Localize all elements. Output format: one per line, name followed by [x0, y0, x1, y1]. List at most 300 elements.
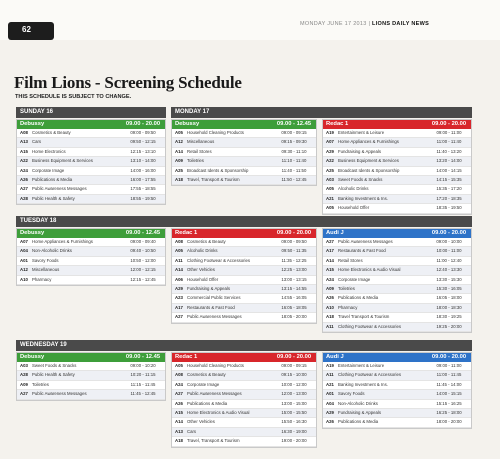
row-code: A08 — [175, 239, 183, 244]
row-time: 16:00 - 17:55 — [130, 176, 156, 182]
table-row — [323, 381, 471, 390]
venue-name: Audi J — [326, 230, 344, 236]
row-code: A11 — [326, 372, 334, 378]
row-time: 09:00 - 11:00 — [436, 130, 462, 135]
row-code: A08 — [175, 372, 183, 378]
row-cat: Household Cleaning Products — [187, 130, 244, 135]
row-time: 09:15 - 10:00 — [281, 372, 307, 378]
table-row — [323, 409, 471, 418]
venue-table-debussy — [171, 119, 317, 186]
row-cat: Sweet Foods & Snacks — [32, 363, 77, 368]
table-row — [323, 390, 471, 399]
row-cat: Corporate Image — [32, 167, 65, 173]
row-cat: Business Equipment & Services — [32, 158, 93, 164]
row-cat: Publications & Media — [32, 176, 73, 182]
page-subtitle: THIS SCHEDULE IS SUBJECT TO CHANGE. — [15, 94, 132, 100]
table-row — [172, 157, 316, 166]
venue-name: Debussy — [20, 354, 45, 360]
row-time: 11:35 - 12:25 — [281, 257, 307, 263]
row-time: 09:50 - 12:15 — [130, 139, 156, 145]
row-cat: Corporate Image — [338, 276, 371, 282]
row-code: A14 — [326, 257, 334, 263]
row-code: A25 — [175, 167, 183, 173]
table-row — [323, 266, 471, 275]
row-cat: Home Electronics — [32, 148, 66, 154]
table-row — [172, 294, 316, 303]
table-row — [323, 323, 471, 332]
row-time: 11:00 - 11:40 — [436, 139, 462, 145]
row-code: A23 — [175, 295, 183, 301]
row-code: A18 — [175, 438, 183, 444]
row-cat: Household Offer — [338, 205, 370, 211]
venue-table-debussy — [16, 119, 166, 205]
row-code: A15 — [20, 148, 28, 154]
header-brand: LIONS DAILY NEWS — [372, 21, 430, 27]
row-code: A05 — [326, 186, 334, 192]
table-row — [172, 257, 316, 266]
table-row — [323, 204, 471, 213]
table-row — [323, 176, 471, 185]
row-cat: Public Awareness Messages — [187, 391, 242, 397]
venue-hours: 09.00 - 20.00 — [276, 354, 312, 360]
row-cat: Savory Foods — [32, 257, 59, 263]
row-code: A27 — [175, 314, 183, 320]
row-cat: Broadcast Idents & Sponsorship — [338, 167, 400, 173]
row-code: A09 — [326, 285, 334, 291]
day-header: WEDNESDAY 19 — [16, 340, 472, 351]
row-time: 10:00 - 11:00 — [436, 248, 462, 254]
row-cat: Cosmetics & Beauty — [187, 372, 226, 378]
row-cat: Public Awareness Messages — [338, 239, 393, 244]
table-row — [17, 195, 165, 204]
row-time: 09:00 - 10:00 — [436, 239, 462, 244]
table-row — [323, 195, 471, 204]
row-cat: Publications & Media — [187, 400, 228, 406]
venue-table-audi-j — [322, 352, 472, 429]
table-row — [172, 285, 316, 294]
row-time: 15:50 - 16:30 — [281, 419, 307, 425]
row-code: A17 — [175, 304, 183, 310]
table-row — [17, 167, 165, 176]
table-row — [17, 362, 165, 371]
row-time: 11:50 - 12:45 — [281, 176, 307, 182]
row-code: A21 — [326, 381, 334, 387]
venue-hours: 09.00 - 12.45 — [125, 230, 161, 236]
row-code: A26 — [326, 419, 334, 425]
row-time: 09:00 - 10:20 — [130, 363, 156, 368]
table-row — [17, 390, 165, 399]
row-time: 16:05 - 18:05 — [281, 304, 307, 310]
row-time: 18:35 - 19:50 — [436, 205, 462, 211]
row-code: A22 — [326, 158, 334, 164]
row-cat: Travel, Transport & Tourism — [187, 176, 240, 182]
row-time: 17:55 - 18:55 — [130, 186, 156, 192]
row-code: A14 — [175, 419, 183, 425]
venue-header — [17, 120, 165, 129]
row-time: 11:00 - 12:40 — [436, 257, 462, 263]
row-time: 09:50 - 11:35 — [281, 248, 307, 254]
table-row — [172, 381, 316, 390]
row-time: 09:00 - 11:00 — [436, 363, 462, 368]
venue-header — [323, 229, 471, 238]
table-row — [172, 176, 316, 185]
row-code: A24 — [326, 276, 334, 282]
table-row — [172, 266, 316, 275]
row-time: 11:15 - 11:45 — [130, 381, 156, 387]
row-code: A10 — [326, 304, 334, 310]
row-code: A15 — [175, 409, 183, 415]
row-cat: Retail Stores — [338, 257, 363, 263]
venue-header — [323, 353, 471, 362]
row-time: 19:00 - 20:00 — [281, 438, 307, 444]
row-code: A26 — [175, 400, 183, 406]
day-header: MONDAY 17 — [171, 107, 472, 118]
row-code: A27 — [326, 239, 334, 244]
venue-hours: 09.00 - 20.00 — [431, 230, 467, 236]
row-cat: Clothing Footwear & Accessories — [187, 257, 251, 263]
table-row — [17, 257, 165, 266]
page-title: Film Lions - Screening Schedule — [14, 73, 242, 92]
row-time: 12:00 - 13:00 — [281, 391, 307, 397]
table-row — [17, 247, 165, 256]
table-row — [323, 129, 471, 138]
row-code: A07 — [326, 139, 334, 145]
table-row — [172, 371, 316, 380]
row-cat: Fundraising & Appeals — [187, 285, 230, 291]
row-code: A29 — [326, 409, 334, 415]
table-row — [17, 238, 165, 247]
row-time: 09:00 - 09:50 — [130, 130, 156, 135]
row-time: 18:00 - 18:30 — [436, 304, 462, 310]
row-time: 19:25 - 20:00 — [436, 323, 462, 329]
row-code: A07 — [20, 239, 28, 244]
row-code: A29 — [326, 148, 334, 154]
row-cat: Travel Transport & Tourism — [338, 314, 390, 320]
row-code: A13 — [175, 428, 183, 434]
venue-header — [323, 120, 471, 129]
venue-table-debussy — [16, 352, 166, 401]
row-time: 17:20 - 18:35 — [436, 195, 462, 201]
row-time: 15:15 - 16:25 — [436, 400, 462, 406]
table-row — [172, 276, 316, 285]
table-row — [323, 167, 471, 176]
row-time: 13:00 - 15:00 — [281, 400, 307, 406]
row-code: A15 — [326, 267, 334, 273]
row-time: 18:00 - 20:00 — [436, 419, 462, 425]
table-row — [172, 129, 316, 138]
row-cat: Toiletries — [338, 285, 355, 291]
row-cat: Fundraising & Appeals — [338, 409, 381, 415]
venue-table-redac-1 — [171, 352, 317, 448]
row-cat: Other Vehicles — [187, 419, 215, 425]
row-cat: Publications & Media — [338, 419, 379, 425]
row-time: 11:40 - 11:50 — [281, 167, 307, 173]
row-time: 11:10 - 11:40 — [281, 158, 307, 164]
table-row — [17, 157, 165, 166]
row-cat: Cosmetics & Beauty — [187, 239, 226, 244]
table-row — [323, 185, 471, 194]
row-time: 09:00 - 09:40 — [130, 239, 156, 244]
table-row — [323, 371, 471, 380]
row-code: A27 — [175, 391, 183, 397]
row-code: A27 — [20, 391, 28, 397]
row-code: A09 — [175, 158, 183, 164]
row-cat: Alcoholic Drinks — [338, 186, 369, 192]
row-code: A03 — [20, 363, 28, 368]
venue-name: Debussy — [20, 121, 45, 127]
row-code: A11 — [175, 257, 183, 263]
row-time: 15:35 - 17:20 — [436, 186, 462, 192]
row-time: 12:25 - 13:00 — [281, 267, 307, 273]
row-time: 10:00 - 12:00 — [281, 381, 307, 387]
table-row — [172, 304, 316, 313]
venue-table-redac-1 — [171, 228, 317, 324]
row-cat: Toiletries — [32, 381, 49, 387]
table-row — [172, 247, 316, 256]
table-row — [172, 409, 316, 418]
row-cat: Broadcast Idents & Sponsorship — [187, 167, 249, 173]
row-code: A18 — [175, 176, 183, 182]
row-cat: Entertainment & Leisure — [338, 130, 385, 135]
row-time: 16:05 - 18:00 — [436, 295, 462, 301]
row-cat: Toiletries — [187, 158, 204, 164]
venue-name: Debussy — [175, 121, 200, 127]
row-code: A04 — [326, 400, 334, 406]
row-cat: Cars — [187, 428, 197, 434]
table-row — [17, 371, 165, 380]
row-cat: Household Cleaning Products — [187, 363, 244, 368]
row-time: 12:00 - 12:15 — [130, 267, 156, 273]
row-cat: Public Awareness Messages — [187, 314, 242, 320]
row-cat: Corporate Image — [187, 381, 220, 387]
day-header: SUNDAY 16 — [16, 107, 166, 118]
table-row — [17, 138, 165, 147]
row-cat: Retail Stores — [187, 148, 212, 154]
table-row — [17, 381, 165, 390]
row-code: A01 — [20, 257, 28, 263]
table-row — [323, 238, 471, 247]
row-cat: Non-Alcoholic Drinks — [338, 400, 378, 406]
row-time: 15:00 - 15:50 — [281, 409, 307, 415]
venue-name: Redac 1 — [175, 230, 198, 236]
table-row — [172, 138, 316, 147]
row-cat: Alcoholic Drinks — [187, 248, 218, 254]
table-row — [172, 428, 316, 437]
row-time: 16:25 - 18:00 — [436, 409, 462, 415]
row-code: A25 — [326, 167, 334, 173]
row-cat: Other Vehicles — [187, 267, 215, 273]
row-time: 11:40 - 13:20 — [436, 148, 462, 154]
row-time: 12:15 - 13:10 — [130, 148, 156, 154]
table-row — [172, 148, 316, 157]
page-number-badge — [8, 22, 54, 40]
header-info: MONDAY JUNE 17 2013 | LIONS DAILY NEWS — [300, 21, 430, 27]
table-row — [172, 437, 316, 446]
row-cat: Home Appliances & Furnishings — [32, 239, 93, 244]
row-cat: Cars — [32, 139, 42, 145]
row-time: 09:00 - 09:50 — [281, 239, 307, 244]
row-cat: Clothing Footwear & Accessories — [338, 323, 402, 329]
row-cat: Clothing Footwear & Accessories — [338, 372, 402, 378]
row-code: A22 — [20, 158, 28, 164]
venue-header — [172, 353, 316, 362]
row-cat: Pharmacy — [32, 276, 52, 282]
row-cat: Publications & Media — [338, 295, 379, 301]
row-time: 14:15 - 15:35 — [436, 176, 462, 182]
table-row — [323, 418, 471, 427]
row-cat: Travel, Transport & Tourism — [187, 438, 240, 444]
venue-header — [172, 120, 316, 129]
row-cat: Public Health & Safety — [32, 372, 75, 378]
row-code: A28 — [20, 372, 28, 378]
venue-hours: 09.00 - 20.00 — [276, 230, 312, 236]
row-cat: Savory Foods — [338, 391, 365, 397]
row-cat: Miscellaneous — [187, 139, 215, 145]
row-code: A05 — [175, 248, 183, 254]
row-cat: Miscellaneous — [32, 267, 60, 273]
row-code: A26 — [20, 176, 28, 182]
row-code: A08 — [20, 130, 28, 135]
row-time: 14:00 - 14:15 — [436, 167, 462, 173]
row-code: A09 — [20, 381, 28, 387]
table-row — [172, 238, 316, 247]
row-code: A24 — [20, 167, 28, 173]
row-code: A11 — [326, 323, 334, 329]
venue-name: Redac 1 — [326, 121, 349, 127]
venue-table-audi-j — [322, 228, 472, 333]
day-header: TUESDAY 18 — [16, 216, 472, 227]
row-time: 10:20 - 11:15 — [130, 372, 156, 378]
table-row — [323, 247, 471, 256]
row-code: A26 — [326, 295, 334, 301]
row-cat: Public Awareness Messages — [32, 186, 87, 192]
row-cat: Home Electronics & Audio Visual — [338, 267, 401, 273]
row-cat: Sweet Foods & Snacks — [338, 176, 383, 182]
row-cat: Public Health & Safety — [32, 195, 75, 201]
header-date: MONDAY JUNE 17 2013 — [300, 21, 367, 27]
table-row — [172, 400, 316, 409]
venue-name: Audi J — [326, 354, 344, 360]
row-time: 09:40 - 10:50 — [130, 248, 156, 254]
row-cat: Banking Investment & Ins. — [338, 195, 388, 201]
row-code: A12 — [20, 267, 28, 273]
row-time: 12:40 - 13:30 — [436, 267, 462, 273]
row-time: 13:10 - 14:00 — [130, 158, 156, 164]
row-time: 10:50 - 12:00 — [130, 257, 156, 263]
row-cat: Home Appliances & Furnishings — [338, 139, 399, 145]
row-code: A24 — [175, 381, 183, 387]
table-row — [323, 304, 471, 313]
table-row — [323, 276, 471, 285]
venue-hours: 09.00 - 20.00 — [125, 121, 161, 127]
table-row — [172, 390, 316, 399]
venue-name: Debussy — [20, 230, 45, 236]
row-code: A29 — [175, 285, 183, 291]
row-time: 11:45 - 12:45 — [130, 391, 156, 397]
row-code: A05 — [175, 363, 183, 368]
table-row — [323, 362, 471, 371]
row-time: 12:15 - 12:45 — [130, 276, 156, 282]
row-time: 13:30 - 15:30 — [436, 276, 462, 282]
row-time: 16:30 - 19:00 — [281, 428, 307, 434]
venue-header — [17, 353, 165, 362]
table-row — [17, 129, 165, 138]
row-cat: Business Equipment & Services — [338, 158, 399, 164]
table-row — [323, 138, 471, 147]
row-time: 11:00 - 11:45 — [436, 372, 462, 378]
table-row — [323, 313, 471, 322]
row-cat: Non-Alcoholic Drinks — [32, 248, 72, 254]
row-code: A19 — [326, 130, 334, 135]
table-row — [323, 285, 471, 294]
page-number: 62 — [22, 25, 31, 34]
row-cat: Restaurants & Fast Food — [187, 304, 235, 310]
row-code: A28 — [20, 195, 28, 201]
table-row — [17, 176, 165, 185]
row-time: 09:00 - 09:15 — [281, 363, 307, 368]
row-time: 14:00 - 15:15 — [436, 391, 462, 397]
row-time: 09:00 - 09:15 — [281, 130, 307, 135]
row-time: 18:55 - 19:50 — [130, 195, 156, 201]
venue-hours: 09.00 - 20.00 — [431, 121, 467, 127]
row-time: 15:30 - 16:05 — [436, 285, 462, 291]
row-code: A10 — [20, 276, 28, 282]
row-cat: Restaurants & Fast Food — [338, 248, 386, 254]
row-cat: Banking Investment & Ins. — [338, 381, 388, 387]
table-row — [172, 362, 316, 371]
row-code: A03 — [326, 176, 334, 182]
venue-hours: 09.00 - 12.45 — [276, 121, 312, 127]
row-code: A14 — [175, 267, 183, 273]
row-cat: Public Awareness Messages — [32, 391, 87, 397]
row-time: 13:15 - 14:55 — [281, 285, 307, 291]
row-code: A05 — [326, 205, 334, 211]
table-row — [323, 294, 471, 303]
table-row — [172, 167, 316, 176]
row-code: A27 — [20, 186, 28, 192]
row-time: 13:20 - 14:00 — [436, 158, 462, 164]
row-time: 14:55 - 16:05 — [281, 295, 307, 301]
row-code: A17 — [326, 248, 334, 254]
row-cat: Fundraising & Appeals — [338, 148, 381, 154]
table-row — [17, 148, 165, 157]
venue-table-debussy — [16, 228, 166, 286]
table-row — [17, 266, 165, 275]
row-code: A06 — [175, 276, 183, 282]
row-code: A19 — [326, 363, 334, 368]
row-cat: Commercial Public Services — [187, 295, 241, 301]
table-row — [323, 148, 471, 157]
table-row — [323, 157, 471, 166]
row-time: 14:00 - 16:00 — [130, 167, 156, 173]
row-code: A21 — [326, 195, 334, 201]
table-row — [323, 257, 471, 266]
row-code: A05 — [175, 130, 183, 135]
row-time: 18:30 - 19:25 — [436, 314, 462, 320]
venue-header — [17, 229, 165, 238]
table-row — [172, 418, 316, 427]
table-row — [172, 313, 316, 322]
top-band — [0, 0, 500, 40]
row-cat: Home Electronics & Audio Visual — [187, 409, 250, 415]
row-time: 09:30 - 11:10 — [281, 148, 307, 154]
row-cat: Household Offer — [187, 276, 219, 282]
row-time: 13:00 - 13:15 — [281, 276, 307, 282]
venue-table-redac-1 — [322, 119, 472, 215]
row-code: A18 — [326, 314, 334, 320]
row-cat: Entertainment & Leisure — [338, 363, 385, 368]
row-time: 18:05 - 20:00 — [281, 314, 307, 320]
